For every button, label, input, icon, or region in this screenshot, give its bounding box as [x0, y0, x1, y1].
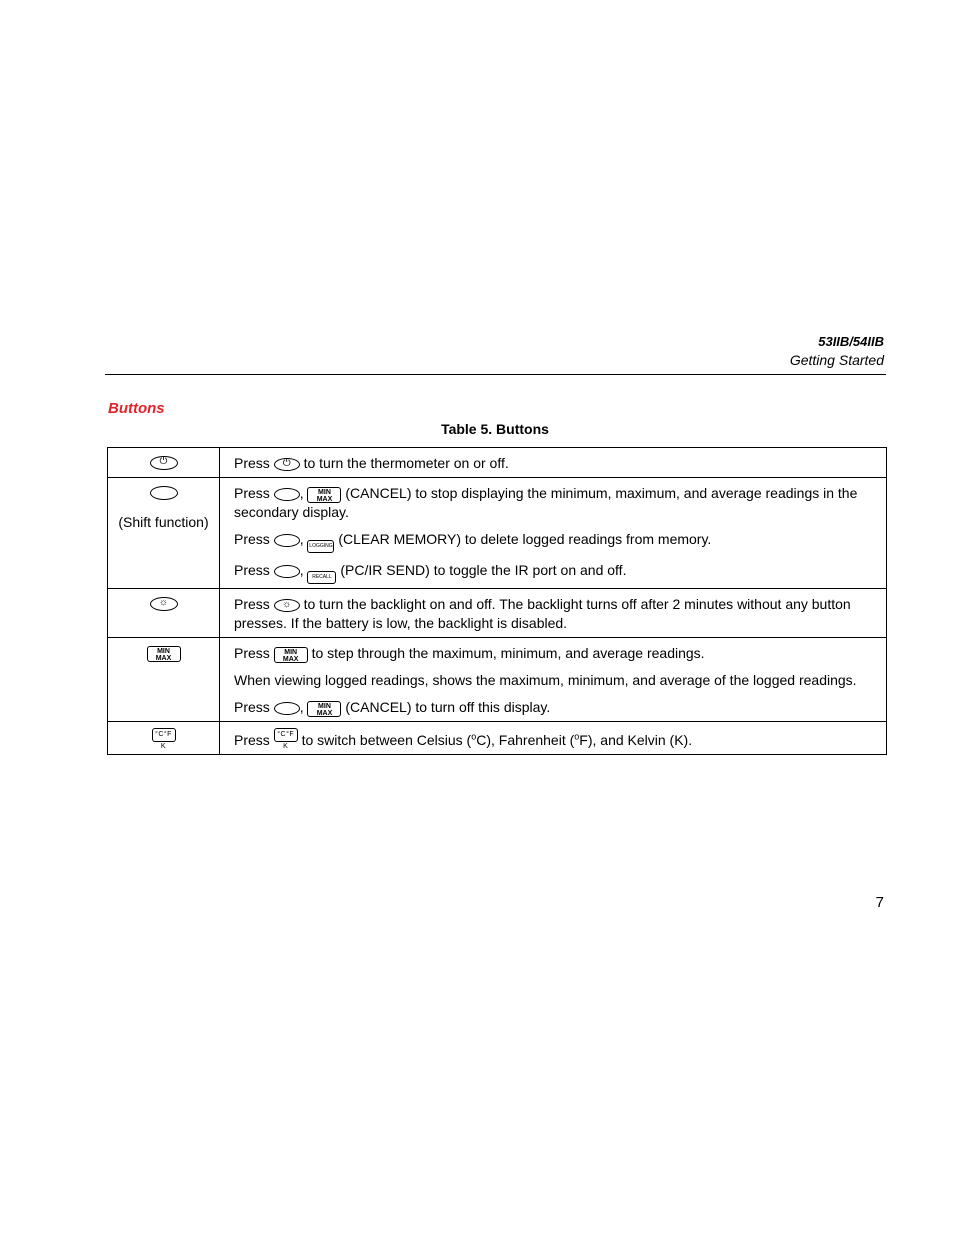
key-cell — [108, 448, 220, 478]
key-cell — [108, 478, 220, 589]
buttons-table — [107, 447, 887, 755]
cfk-button-icon: °C°F K — [274, 728, 298, 742]
power-button-icon — [274, 458, 300, 471]
key-cell — [108, 638, 220, 722]
sun-icon: ☼ — [282, 599, 292, 610]
cfk-button-icon: °C°F K — [152, 728, 176, 742]
shift-button-icon — [274, 488, 300, 501]
table-row — [108, 478, 887, 589]
key-cell — [108, 589, 220, 638]
description-line: Press , MIN MAX (CANCEL) to stop displaying the minimum, maximum, and average readings in the secondary display. — [234, 485, 858, 520]
description-cell — [220, 722, 887, 755]
minmax-button-icon: MIN MAX — [307, 701, 341, 717]
description-line: Press , LOGGING (CLEAR MEMORY) to delete logged readings from memory. — [234, 530, 872, 553]
minmax-button-icon: MIN MAX — [147, 646, 181, 662]
description-cell — [220, 478, 887, 589]
minmax-button-icon: MIN MAX — [274, 647, 308, 663]
description-line: Press MIN MAX to step through the maximum, minimum, and average readings. — [234, 645, 705, 663]
description-cell — [220, 589, 887, 638]
table-row — [108, 722, 887, 755]
power-symbol-icon: ⏻ — [159, 456, 168, 467]
shift-button-icon — [274, 702, 300, 715]
header-model: 53IIB/54IIB — [818, 334, 884, 349]
minmax-button-icon: MIN MAX — [307, 487, 341, 503]
recall-button-icon: RECALL — [307, 571, 336, 584]
logging-button-icon: LOGGING — [307, 540, 334, 553]
description-line: Press , RECALL (PC/IR SEND) to toggle the IR port on and off. — [234, 561, 872, 584]
sun-icon: ☼ — [158, 597, 169, 608]
shift-function-label: (Shift function) — [118, 514, 209, 530]
description-line: Press °C°F K to switch between Celsius ($^o$C), Fahrenheit ($^o$F), and Kelvin (K). — [234, 728, 872, 750]
backlight-button-icon — [150, 597, 178, 611]
description-cell — [220, 448, 887, 478]
table-caption: Table 5. Buttons — [441, 421, 549, 437]
page-number: 7 — [875, 894, 884, 911]
description-cell — [220, 638, 887, 722]
key-cell — [108, 722, 220, 755]
table-row — [108, 589, 887, 638]
description-line: Press ☼ to turn the backlight on and off. The backlight turns off after 2 minutes without any button presses. If the battery is low, the backlight is disabled. — [234, 596, 851, 631]
shift-button-icon — [274, 565, 300, 578]
backlight-button-icon — [274, 599, 300, 612]
power-symbol-icon: ⏻ — [282, 458, 291, 469]
header-section: Getting Started — [789, 352, 884, 368]
description-line: When viewing logged readings, shows the maximum, minimum, and average of the logged readings. — [234, 672, 857, 688]
description-line: Press ⏻ to turn the thermometer on or off. — [234, 455, 509, 471]
table-row — [108, 448, 887, 478]
description-line: Press , MIN MAX (CANCEL) to turn off this display. — [234, 699, 551, 717]
table-row — [108, 638, 887, 722]
power-button-icon — [150, 456, 178, 470]
section-title: Buttons — [108, 400, 165, 417]
shift-button-icon — [150, 486, 178, 500]
shift-button-icon — [274, 534, 300, 547]
header-rule — [105, 374, 886, 375]
